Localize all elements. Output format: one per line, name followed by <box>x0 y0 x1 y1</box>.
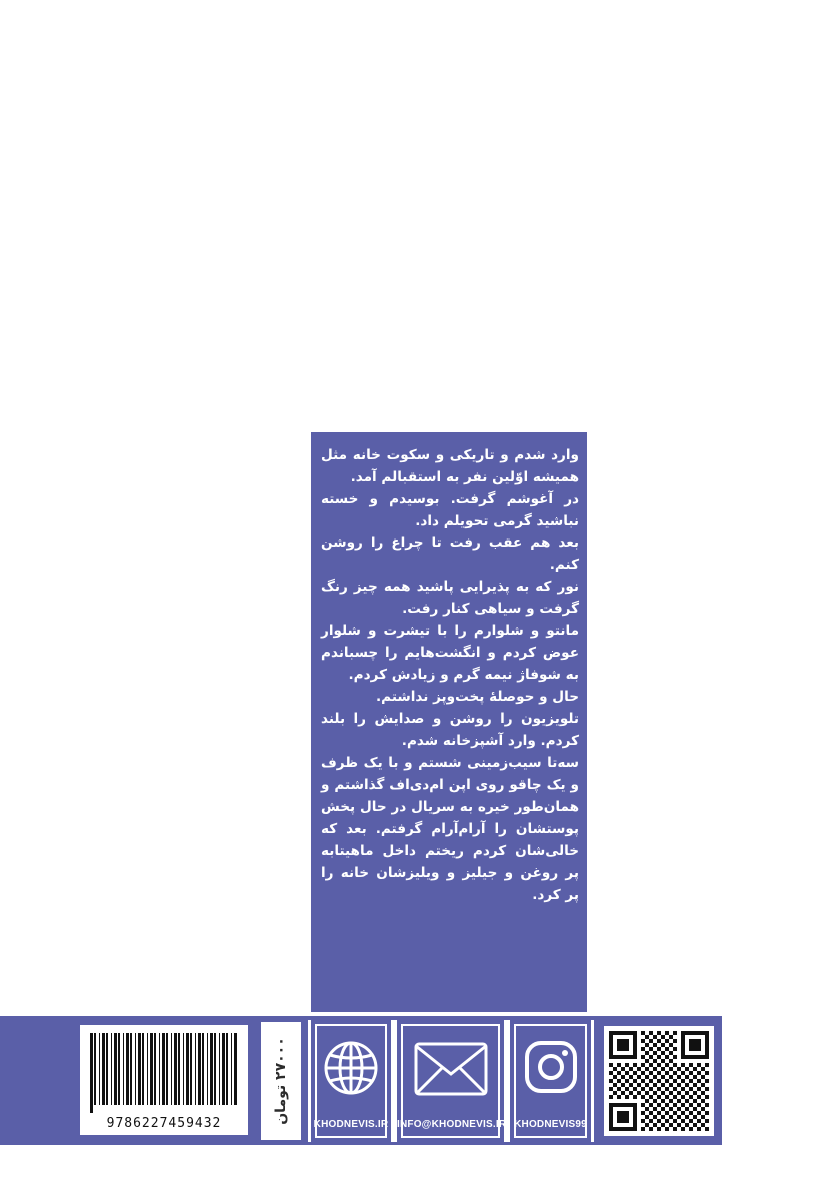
instagram-label: KHODNEVIS99 <box>514 1119 587 1130</box>
email-label: INFO@KHODNEVIS.IR <box>397 1119 507 1130</box>
instagram-tile[interactable] <box>507 1020 594 1142</box>
qr-tile[interactable] <box>596 1020 722 1142</box>
story-line: در آغوشم گرفت. بوسیدم و خسته نباشید گرمی تحویلم داد. <box>321 491 579 529</box>
website-tile[interactable] <box>308 1020 394 1142</box>
website-label: KHODNEVIS.IR <box>313 1119 389 1130</box>
isbn-barcode <box>80 1025 248 1135</box>
instagram-icon <box>524 1040 578 1094</box>
story-line: نور که به پذیرایی پاشید همه چیز رنگ گرفت و سیاهی کنار رفت. <box>321 579 579 617</box>
price-label: ۲۷۰۰۰ تومان <box>273 1037 289 1125</box>
story-line: تلویزیون را روشن و صدایش را بلند کردم. وارد آشپزخانه شدم. <box>321 711 579 749</box>
story-line: حال و حوصلهٔ پخت‌وپز نداشتم. <box>376 689 579 705</box>
globe-icon <box>323 1040 379 1096</box>
qr-code <box>604 1026 714 1136</box>
story-line: بعد هم عقب رفت تا چراغ را روشن کنم. <box>321 535 579 573</box>
story-line: مانتو و شلوارم را با تیشرت و شلوار عوض کردم و انگشت‌هایم را چسباندم به شوفاژ نیمه گرم و زیادش کردم. <box>321 623 579 683</box>
qr-code-icon <box>604 1026 714 1136</box>
email-tile[interactable] <box>394 1020 507 1142</box>
story-line: وارد شدم و تاریکی و سکوت خانه مثل همیشه اوّلین نفر به استقبالم آمد. <box>321 447 579 485</box>
price-box <box>259 1020 303 1142</box>
barcode-digits: 9786227459432 <box>106 1116 222 1131</box>
story-line: سه‌تا سیب‌زمینی شستم و با یک ظرف و یک چاقو روی اپن ام‌دی‌اف گذاشتم و همان‌طور خیره به سریال در حال پخش پوستشان را آرام‌آرام گرفتم. بعد که خالی‌شان کردم ریختم داخل ماهیتابه پر روغن و جیلیز و ویلیزشان خانه را پر کرد. <box>321 755 579 903</box>
back-cover-text-panel <box>311 432 587 1012</box>
envelope-icon <box>414 1042 488 1096</box>
story-excerpt <box>321 444 579 906</box>
barcode-icon <box>80 1029 248 1119</box>
